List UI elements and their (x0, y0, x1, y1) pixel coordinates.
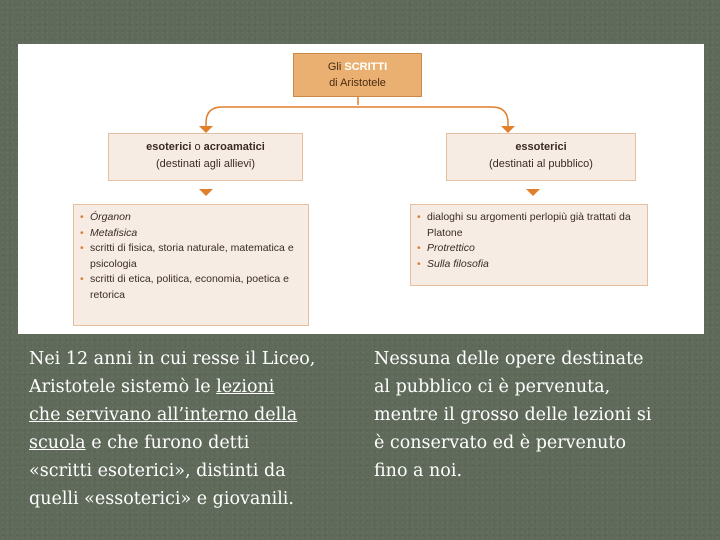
diagram-panel (18, 44, 704, 334)
list-esoterici (73, 204, 309, 326)
caption-line: Aristotele sistemò le lezioni (29, 377, 275, 397)
caption-line: «scritti esoterici», distinti da (29, 461, 286, 481)
title-prefix: Gli (327, 61, 342, 73)
category-sublabel: (destinati al pubblico) (489, 158, 593, 170)
arrow-to-left-category (199, 126, 213, 133)
arrow-to-right-list (526, 189, 540, 196)
title-strong: SCRITTI (344, 61, 388, 73)
list-item: • Metafisica (80, 226, 302, 242)
caption-line: scuola e che furono detti (29, 433, 250, 453)
caption-line: che servivano all’interno della (29, 405, 298, 425)
caption-line: Nei 12 anni in cui resse il Liceo, (29, 349, 316, 369)
category-label-a: essoterici (515, 141, 567, 153)
caption-line: mentre il grosso delle lezioni si (374, 405, 652, 425)
category-sublabel: (destinati agli allievi) (155, 158, 256, 170)
caption-line: è conservato ed è pervenuto (374, 433, 626, 453)
connector-branch (206, 107, 508, 123)
caption-left (29, 345, 315, 513)
caption-line: fino a noi. (374, 461, 463, 481)
list-item: • Sulla filosofia (417, 257, 641, 273)
title-box (293, 53, 422, 97)
category-label-b: acroamatici (203, 141, 265, 153)
arrow-to-left-list (199, 189, 213, 196)
list-item: • scritti di fisica, storia naturale, matematica e psicologia (80, 241, 302, 272)
caption-line: quelli «essoterici» e giovanili. (29, 489, 294, 509)
arrow-to-right-category (501, 126, 515, 133)
list-essoterici (410, 204, 648, 286)
list-item: • Órganon (80, 210, 302, 226)
category-connector: o (191, 141, 204, 153)
list-item: • dialoghi su argomenti perlopiù già trattati da Platone (417, 210, 641, 241)
list-item: • Protrettico (417, 241, 641, 257)
caption-line: al pubblico ci è pervenuta, (374, 377, 611, 397)
category-esoterici (108, 133, 303, 181)
caption-line: Nessuna delle opere destinate (374, 349, 644, 369)
category-essoterici (446, 133, 636, 181)
caption-right (374, 345, 651, 485)
title-line2: di Aristotele (329, 77, 386, 89)
list-item: • scritti di etica, politica, economia, poetica e retorica (80, 272, 302, 303)
category-label-a: esoterici (146, 141, 192, 153)
